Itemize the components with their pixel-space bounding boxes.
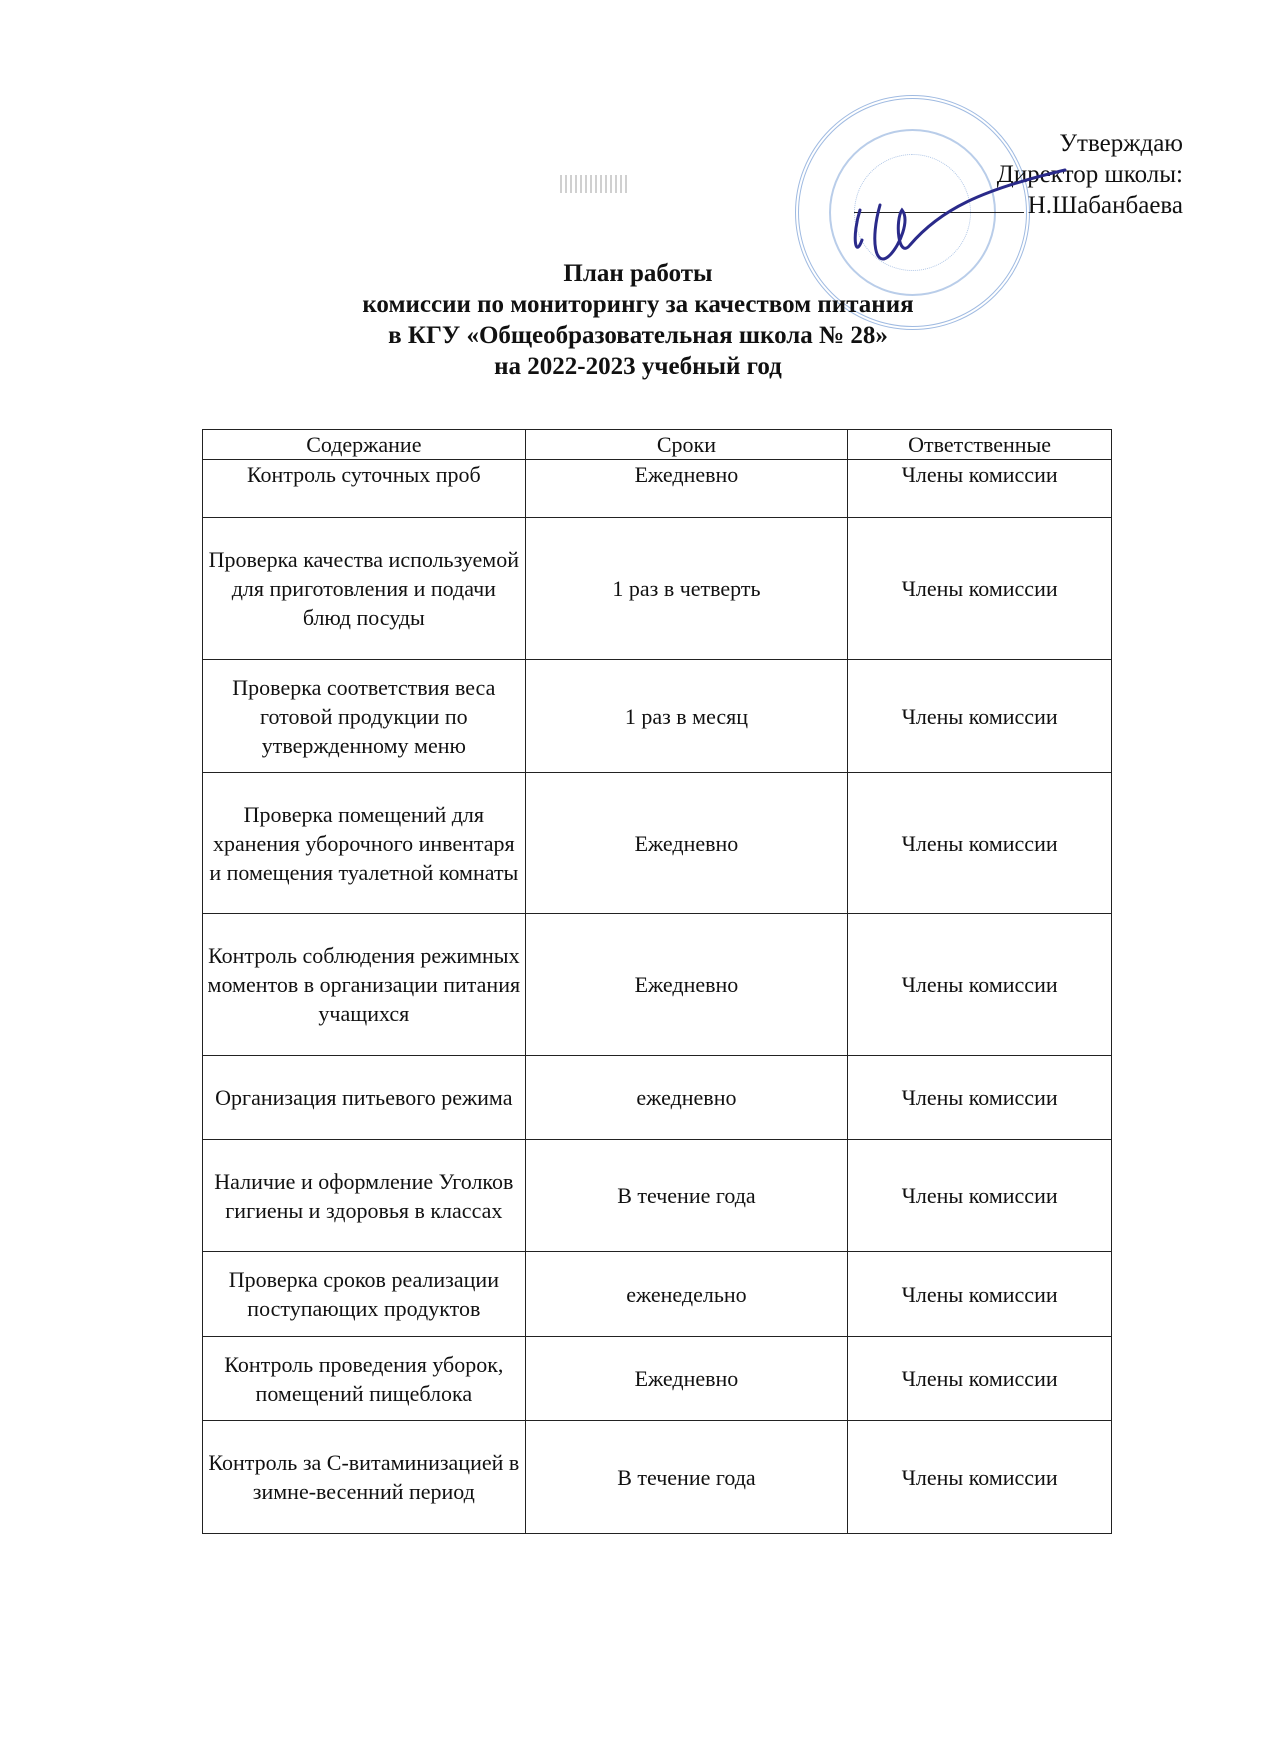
cell-term: 1 раз в четверть bbox=[525, 518, 848, 660]
cell-term: 1 раз в месяц bbox=[525, 660, 848, 773]
approver-position: Директор школы: bbox=[996, 161, 1183, 188]
cell-responsible: Члены комиссии bbox=[848, 1421, 1112, 1534]
title-line-3: в КГУ «Общеобразовательная школа № 28» bbox=[388, 322, 888, 349]
table-row bbox=[203, 914, 1112, 1056]
table-row bbox=[203, 518, 1112, 660]
table-row bbox=[203, 460, 1112, 518]
table-header-row bbox=[203, 430, 1112, 460]
title-line-1: План работы bbox=[563, 260, 713, 287]
title-line-2: комиссии по мониторингу за качеством питания bbox=[362, 291, 914, 318]
cell-responsible: Члены комиссии bbox=[848, 1140, 1112, 1252]
table-row bbox=[203, 1337, 1112, 1421]
cell-responsible: Члены комиссии bbox=[848, 773, 1112, 914]
cell-content: Организация питьевого режима bbox=[203, 1056, 526, 1140]
approval-label: Утверждаю bbox=[1059, 130, 1183, 157]
table-row bbox=[203, 1056, 1112, 1140]
cell-content: Контроль суточных проб bbox=[203, 460, 526, 518]
document-title bbox=[0, 258, 1276, 382]
table-row bbox=[203, 1252, 1112, 1337]
cell-term: Ежедневно bbox=[525, 1337, 848, 1421]
cell-content: Контроль соблюдения режимных моментов в организации питания учащихся bbox=[203, 914, 526, 1056]
title-line-4: на 2022-2023 учебный год bbox=[494, 353, 782, 380]
cell-content: Проверка соответствия веса готовой продукции по утвержденному меню bbox=[203, 660, 526, 773]
cell-responsible: Члены комиссии bbox=[848, 1337, 1112, 1421]
work-plan-table bbox=[202, 429, 1112, 1534]
table-row bbox=[203, 773, 1112, 914]
approver-name: Н.Шабанбаева bbox=[1027, 192, 1183, 219]
cell-content: Проверка сроков реализации поступающих продуктов bbox=[203, 1252, 526, 1337]
header-content: Содержание bbox=[203, 430, 526, 460]
cell-content: Проверка качества используемой для приготовления и подачи блюд посуды bbox=[203, 518, 526, 660]
cell-responsible: Члены комиссии bbox=[848, 1056, 1112, 1140]
cell-term: В течение года bbox=[525, 1140, 848, 1252]
table-row bbox=[203, 660, 1112, 773]
cell-content: Контроль за С-витаминизацией в зимне-весенний период bbox=[203, 1421, 526, 1534]
header-responsible: Ответственные bbox=[848, 430, 1112, 460]
table-row bbox=[203, 1140, 1112, 1252]
cell-responsible: Члены комиссии bbox=[848, 914, 1112, 1056]
cell-term: Ежедневно bbox=[525, 914, 848, 1056]
cell-responsible: Члены комиссии bbox=[848, 660, 1112, 773]
cell-content: Контроль проведения уборок, помещений пищеблока bbox=[203, 1337, 526, 1421]
cell-responsible: Члены комиссии bbox=[848, 518, 1112, 660]
cell-term: Ежедневно bbox=[525, 773, 848, 914]
scan-artifact bbox=[560, 175, 630, 193]
cell-term: ежедневно bbox=[525, 1056, 848, 1140]
cell-term: Ежедневно bbox=[525, 460, 848, 518]
cell-responsible: Члены комиссии bbox=[848, 460, 1112, 518]
cell-responsible: Члены комиссии bbox=[848, 1252, 1112, 1337]
cell-term: В течение года bbox=[525, 1421, 848, 1534]
cell-term: еженедельно bbox=[525, 1252, 848, 1337]
cell-content: Проверка помещений для хранения уборочного инвентаря и помещения туалетной комнаты bbox=[203, 773, 526, 914]
table-row bbox=[203, 1421, 1112, 1534]
header-term: Сроки bbox=[525, 430, 848, 460]
cell-content: Наличие и оформление Уголков гигиены и здоровья в классах bbox=[203, 1140, 526, 1252]
